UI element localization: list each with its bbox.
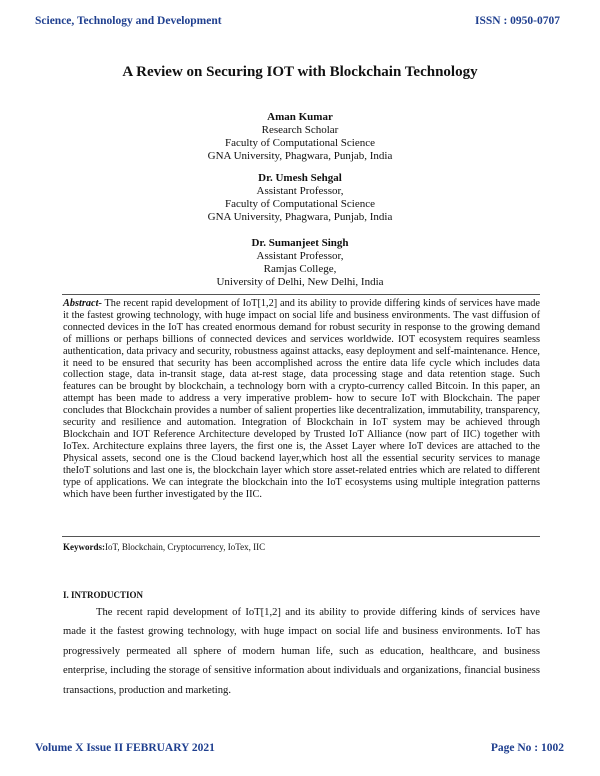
author-block-2 [0,172,600,224]
author-affiliation-line: University of Delhi, New Delhi, India [216,276,384,288]
section-heading: I. INTRODUCTION [63,590,144,600]
author-affiliation-line: Faculty of Computational Science [225,198,375,210]
abstract-text: The recent rapid development of IoT[1,2] and its ability to provide differing kinds of services have made it the fastest growing technology, with huge impact on social life and business environments. The vast diffusion of connected devices in the IoT has created enormous demand for robust security in response to the growing demand of millions or perhaps billions of connected devices and services worldwide. IOT ecosystem requires seamless authentication, data privacy and security, robustness against attacks, easy deployment and self-maintenance. Hence, it need to be ensured that security has been accomplished across the entire data life cycle which includes data collection stage, data in-transit stage, data at-rest stage, data processing stage and data retention stage. Such features can be brought by blockchain, a technology born with a crypto-currency called Bitcoin. In this paper, an attempt has been made to address a very imperative problem- how to secure IoT with Blockchain. The paper concludes that Blockchain provides a number of salient properties like decentralization, immutability, transparency, security and resilience and automation. Integration of Blockchain in IoT system may be achieved through Blockchain and IOT Reference Architecture developed by Trusted IoT Alliance (now part of IIC) together with IoTex. Architecture explains three layers, the first one is, the Asset Layer where IoT devices are attached to the Physical assets, second one is the Cloud backend layer,which host all the essential security services to manage theIoT solutions and last one is, the blockchain layer which store asset-related entries which are related to different type of applications. We can integrate the blockchain into the IoT ecosystems using multiple integration patterns which have been further investigated by the IIC. [63,298,540,500]
abstract-top-rule [62,294,540,295]
keywords [63,542,540,552]
author-affiliation-line: Assistant Professor, [256,250,344,262]
journal-name: Science, Technology and Development [35,15,222,27]
issn-label: ISSN : 0950-0707 [475,15,560,27]
author-name: Aman Kumar [267,111,333,123]
page-number: Page No : 1002 [490,742,564,754]
author-affiliation-line: GNA University, Phagwara, Punjab, India [207,150,393,162]
author-name: Dr. Sumanjeet Singh [251,237,349,249]
author-affiliation-line: GNA University, Phagwara, Punjab, India [207,211,393,223]
author-affiliation-line: Faculty of Computational Science [225,137,375,149]
author-block-1 [0,111,600,163]
author-affiliation-line: Research Scholar [261,124,339,136]
keywords-label: Keywords: [63,542,105,552]
author-block-3 [0,237,600,289]
author-name: Dr. Umesh Sehgal [258,172,342,184]
author-affiliation-line: Ramjas College, [263,263,337,275]
abstract [63,298,540,500]
abstract-label: Abstract- [63,298,102,309]
keywords-text: IoT, Blockchain, Cryptocurrency, IoTex, IIC [105,542,266,552]
issue-label: Volume X Issue II FEBRUARY 2021 [35,742,215,754]
introduction-paragraph: The recent rapid development of IoT[1,2] and its ability to provide differing kinds of services have made it the fastest growing technology, with huge impact on social life and business environments. IoT has progressively permeated all sphere of modern human life, such as education, healthcare, and business enterprise, including the storage of sensitive information about individuals and organizations, financial business transactions, production and marketing. [63,607,540,696]
abstract-bottom-rule [62,536,540,537]
author-affiliation-line: Assistant Professor, [256,185,344,197]
paper-title: A Review on Securing IOT with Blockchain Technology [122,64,478,80]
